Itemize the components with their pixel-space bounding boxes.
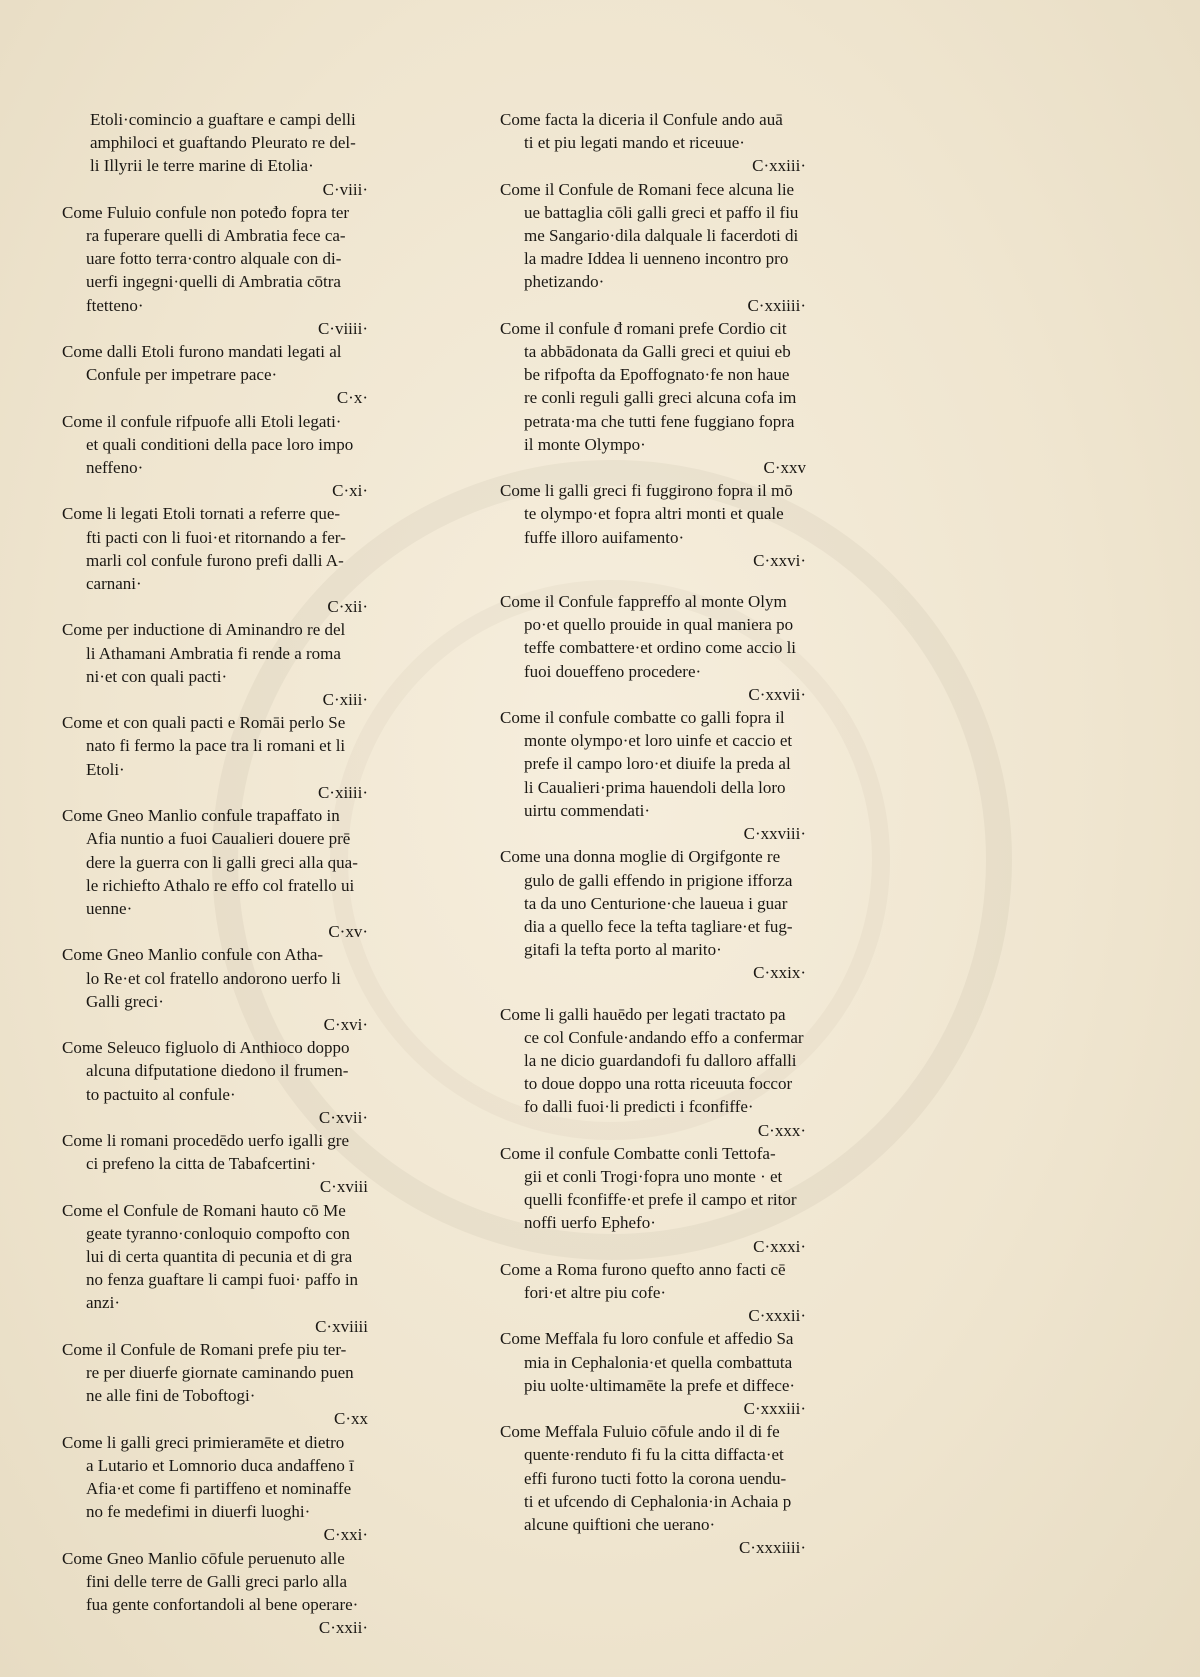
entry-line: fti pacti con li fuoi·et ritornando a fer- — [86, 527, 346, 547]
entry-line: Galli greci· — [86, 991, 164, 1011]
chapter-entry — [500, 1420, 840, 1559]
entry-line: no fe medefimi in diuerfi luoghi· — [86, 1502, 311, 1522]
chapter-number: C·xxxi· — [753, 1236, 806, 1256]
entry-line: Etoli·comincio a guaftare e campi delli — [90, 110, 356, 129]
left-column — [62, 108, 402, 1639]
chapter-entry — [62, 1036, 402, 1129]
entry-line: be rifpofta da Epoffognato·fe non haue — [524, 365, 790, 385]
entry-line: uerfi ingegni·quelli di Ambratia cōtra — [86, 272, 341, 292]
chapter-entry — [62, 1547, 402, 1640]
entry-gap — [500, 572, 840, 590]
entry-line: Come per inductione di Aminandro re del — [62, 620, 346, 640]
entry-gap — [500, 985, 840, 1003]
entry-line: neffeno· — [86, 458, 144, 478]
entry-line: Afia·et come fi partiffeno et nominaffe — [86, 1478, 352, 1498]
chapter-entry — [500, 1327, 840, 1420]
chapter-number: C·viiii· — [317, 318, 368, 338]
entry-line: Come Gneo Manlio cōfule peruenuto alle — [62, 1548, 345, 1568]
entry-line: uirtu commendati· — [524, 800, 651, 820]
chapter-entry — [500, 1003, 840, 1142]
entry-line: alcuna difputatione diedono il frumen- — [86, 1061, 349, 1081]
chapter-entry — [62, 1199, 402, 1338]
chapter-entry — [500, 706, 840, 845]
chapter-entry — [62, 711, 402, 804]
chapter-entry — [62, 618, 402, 711]
entry-line: fini delle terre de Galli greci parlo alla — [86, 1571, 348, 1591]
chapter-number: C·xv· — [328, 922, 368, 942]
entry-line: Come il confule đ romani prefe Cordio cit — [500, 318, 787, 338]
entry-line: Come dalli Etoli furono mandati legati al — [62, 342, 342, 362]
entry-line: Come el Confule de Romani hauto cō Me — [62, 1200, 346, 1220]
entry-line: petrata·ma che tutti fene fuggiano fopra — [524, 411, 795, 431]
chapter-number: C·xxiiii· — [747, 295, 806, 315]
entry-line: Confule per impetrare pace· — [86, 365, 278, 385]
chapter-entry — [62, 943, 402, 1036]
entry-line: a Lutario et Lomnorio duca andaffeno ī — [86, 1455, 354, 1475]
entry-line: Afia nuntio a fuoi Caualieri douere prē — [86, 829, 351, 849]
right-column — [500, 108, 840, 1559]
entry-line: ta abbādonata da Galli greci et quiui eb — [524, 342, 791, 362]
entry-line: Come Seleuco figluolo di Anthioco doppo — [62, 1038, 350, 1058]
entry-line: ta da uno Centurione·che laueua i guar — [524, 893, 788, 913]
chapter-number: C·xxviii· — [743, 824, 806, 844]
entry-line: Come Fuluio confule non poteđo fopra ter — [62, 202, 350, 222]
entry-line: mia in Cephalonia·et quella combattuta — [524, 1352, 793, 1372]
entry-line: effi furono tucti fotto la corona uendu- — [524, 1468, 787, 1488]
entry-line: prefe il campo loro·et diuife la preda al — [524, 754, 791, 774]
entry-line: anzi· — [86, 1293, 120, 1313]
entry-line: Come il Confule fappreffo al monte Olym — [500, 592, 787, 612]
chapter-entry — [62, 410, 402, 503]
entry-line: li Caualieri·prima hauendoli della loro — [524, 777, 786, 797]
entry-line: Come il confule rifpuofe alli Etoli legati· — [62, 411, 342, 431]
entry-line: fuoi doueffeno procedere· — [524, 661, 702, 681]
chapter-entry — [62, 1338, 402, 1431]
entry-line: lui di certa quantita di pecunia et di gra — [86, 1246, 353, 1266]
entry-line: Come Gneo Manlio confule trapaffato in — [62, 806, 340, 826]
entry-line: Etoli· — [86, 759, 125, 779]
entry-line: carnani· — [86, 574, 142, 594]
chapter-entry — [62, 108, 402, 201]
entry-line: Come il Confule de Romani fece alcuna lie — [500, 179, 795, 199]
chapter-entry — [62, 502, 402, 618]
entry-line: Come li galli greci fi fuggirono fopra il mō — [500, 481, 793, 501]
entry-line: nato fi fermo la pace tra li romani et li — [86, 736, 346, 756]
entry-line: Come il confule Combatte conli Tettofa- — [500, 1143, 776, 1163]
entry-line: le richiefto Athalo re effo col fratello ui — [86, 875, 355, 895]
entry-line: Come a Roma furono quefto anno facti cē — [500, 1259, 786, 1279]
chapter-entry — [500, 108, 840, 178]
entry-line: ci prefeno la citta de Tabafcertini· — [86, 1154, 317, 1174]
entry-line: alcune quiftioni che uerano· — [524, 1514, 716, 1534]
entry-line: te olympo·et fopra altri monti et quale — [524, 504, 784, 524]
chapter-number: C·xxxiiii· — [738, 1538, 806, 1558]
chapter-number: C·xxi· — [323, 1525, 368, 1545]
entry-line: ti et ufcendo di Cephalonia·in Achaia p — [524, 1491, 792, 1511]
chapter-number: C·xxv — [763, 458, 806, 478]
chapter-number: C·xiiii· — [317, 782, 368, 802]
entry-line: teffe combattere·et ordino come accio li — [524, 638, 797, 658]
chapter-entry — [500, 1258, 840, 1328]
entry-line: li Illyrii le terre marine di Etolia· — [90, 156, 314, 176]
chapter-entry — [62, 1129, 402, 1199]
chapter-entry — [500, 590, 840, 706]
entry-line: quente·renduto fi fu la citta diffacta·et — [524, 1445, 784, 1465]
entry-line: la madre Iddea li uenneno incontro pro — [524, 249, 789, 269]
chapter-number: C·xxx· — [757, 1120, 806, 1140]
entry-line: Come il Confule de Romani prefe piu ter- — [62, 1339, 347, 1359]
chapter-entry — [500, 1142, 840, 1258]
chapter-number: C·xiii· — [322, 690, 368, 710]
chapter-number: C·xxxii· — [748, 1306, 806, 1326]
chapter-entry — [62, 804, 402, 943]
entry-line: po·et quello prouide in qual maniera po — [524, 615, 794, 635]
entry-line: Come li galli greci primieramēte et dietro — [62, 1432, 345, 1452]
entry-line: to doue doppo una rotta riceuuta foccor — [524, 1074, 793, 1094]
entry-line: ne alle fini de Toboftogi· — [86, 1386, 256, 1406]
chapter-entry — [62, 201, 402, 340]
entry-line: Come Gneo Manlio confule con Atha- — [62, 945, 324, 965]
entry-line: Come il confule combatte co galli fopra il — [500, 708, 785, 728]
entry-line: il monte Olympo· — [524, 434, 646, 454]
entry-line: geate tyranno·conloquio compofto con — [86, 1223, 350, 1243]
entry-line: dere la guerra con li galli greci alla qua- — [86, 852, 358, 872]
entry-line: re conli reguli galli greci alcuna cofa im — [524, 388, 797, 408]
chapter-number: C·viii· — [322, 179, 368, 199]
chapter-number: C·xviii — [319, 1177, 368, 1197]
chapter-number: C·x· — [336, 388, 368, 408]
entry-line: amphiloci et guaftando Pleurato re del- — [90, 133, 356, 153]
entry-line: uare fotto terra·contro alquale con di- — [86, 249, 342, 269]
chapter-number: C·xviiii — [315, 1316, 368, 1336]
entry-line: me Sangario·dila dalquale li facerdoti di — [524, 226, 799, 246]
entry-line: noffi uerfo Ephefo· — [524, 1213, 656, 1233]
chapter-number: C·xxix· — [753, 963, 806, 983]
entry-line: gulo de galli effendo in prigione ifforza — [524, 870, 793, 890]
entry-line: fua gente confortandoli al bene operare· — [86, 1595, 359, 1614]
entry-line: piu uolte·ultimamēte la prefe et diffece· — [524, 1375, 796, 1395]
entry-line: fori·et altre piu cofe· — [524, 1282, 667, 1302]
entry-line: dia a quello fece la tefta tagliare·et fug- — [524, 916, 793, 936]
entry-line: ce col Confule·andando effo a confermar — [524, 1027, 804, 1047]
entry-line: et quali conditioni della pace loro impo — [86, 434, 354, 454]
entry-line: no fenza guaftare li campi fuoi· paffo in — [86, 1270, 359, 1290]
entry-line: Come Meffala fu loro confule et affedio Sa — [500, 1329, 794, 1349]
entry-line: Come una donna moglie di Orgifgonte re — [500, 847, 781, 867]
chapter-number: C·xxxiii· — [743, 1398, 806, 1418]
entry-line: Come li legati Etoli tornati a referre que- — [62, 504, 341, 524]
entry-line: ni·et con quali pacti· — [86, 666, 228, 686]
chapter-number: C·xii· — [327, 597, 368, 617]
entry-line: la ne dicio guardandofi fu dalloro affalli — [524, 1050, 797, 1070]
entry-line: Come et con quali pacti e Romāi perlo Se — [62, 713, 346, 733]
chapter-number: C·xvi· — [323, 1014, 368, 1034]
entry-line: Come li galli hauēdo per legati tractato pa — [500, 1004, 786, 1024]
entry-line: Come li romani procedēdo uerfo igalli gre — [62, 1130, 350, 1150]
chapter-entry — [62, 340, 402, 410]
chapter-entry — [500, 845, 840, 984]
entry-line: re per diuerfe giornate caminando puen — [86, 1362, 354, 1382]
entry-line: lo Re·et col fratello andorono uerfo li — [86, 968, 341, 988]
entry-line: gii et conli Trogi·fopra uno monte · et — [524, 1166, 783, 1186]
entry-line: ti et piu legati mando et riceuue· — [524, 133, 745, 153]
entry-line: fo dalli fuoi·li predicti i fconfiffe· — [524, 1097, 754, 1117]
chapter-number: C·xxvii· — [748, 684, 806, 704]
entry-line: phetizando· — [524, 272, 605, 292]
entry-line: to pactuito al confule· — [86, 1084, 236, 1104]
chapter-number: C·xxiii· — [752, 156, 806, 176]
chapter-entry — [500, 178, 840, 317]
entry-line: uenne· — [86, 898, 133, 918]
entry-line: ftetteno· — [86, 295, 144, 315]
entry-line: Come Meffala Fuluio cōfule ando il di fe — [500, 1422, 780, 1442]
entry-line: quelli fconfiffe·et prefe il campo et ritor — [524, 1190, 797, 1210]
entry-line: monte olympo·et loro uinfe et caccio et — [524, 731, 793, 751]
entry-line: gitafi la tefta porto al marito· — [524, 940, 722, 960]
chapter-number: C·xvii· — [318, 1107, 368, 1127]
chapter-entry — [500, 479, 840, 572]
chapter-number: C·xi· — [332, 481, 368, 501]
chapter-entry — [500, 317, 840, 479]
chapter-number: C·xxii· — [318, 1618, 368, 1638]
entry-line: ra fuperare quelli di Ambratia fece ca- — [86, 226, 346, 246]
chapter-entry — [62, 1431, 402, 1547]
entry-line: fuffe illoro auifamento· — [524, 527, 685, 547]
chapter-number: C·xx — [334, 1409, 368, 1429]
chapter-number: C·xxvi· — [753, 550, 806, 570]
entry-line: marli col confule furono prefi dalli A- — [86, 550, 344, 570]
entry-line: li Athamani Ambratia fi rende a roma — [86, 643, 341, 663]
entry-line: Come facta la diceria il Confule ando auā — [500, 110, 783, 129]
entry-line: ue battaglia cōli galli greci et paffo il fiu — [524, 202, 799, 222]
